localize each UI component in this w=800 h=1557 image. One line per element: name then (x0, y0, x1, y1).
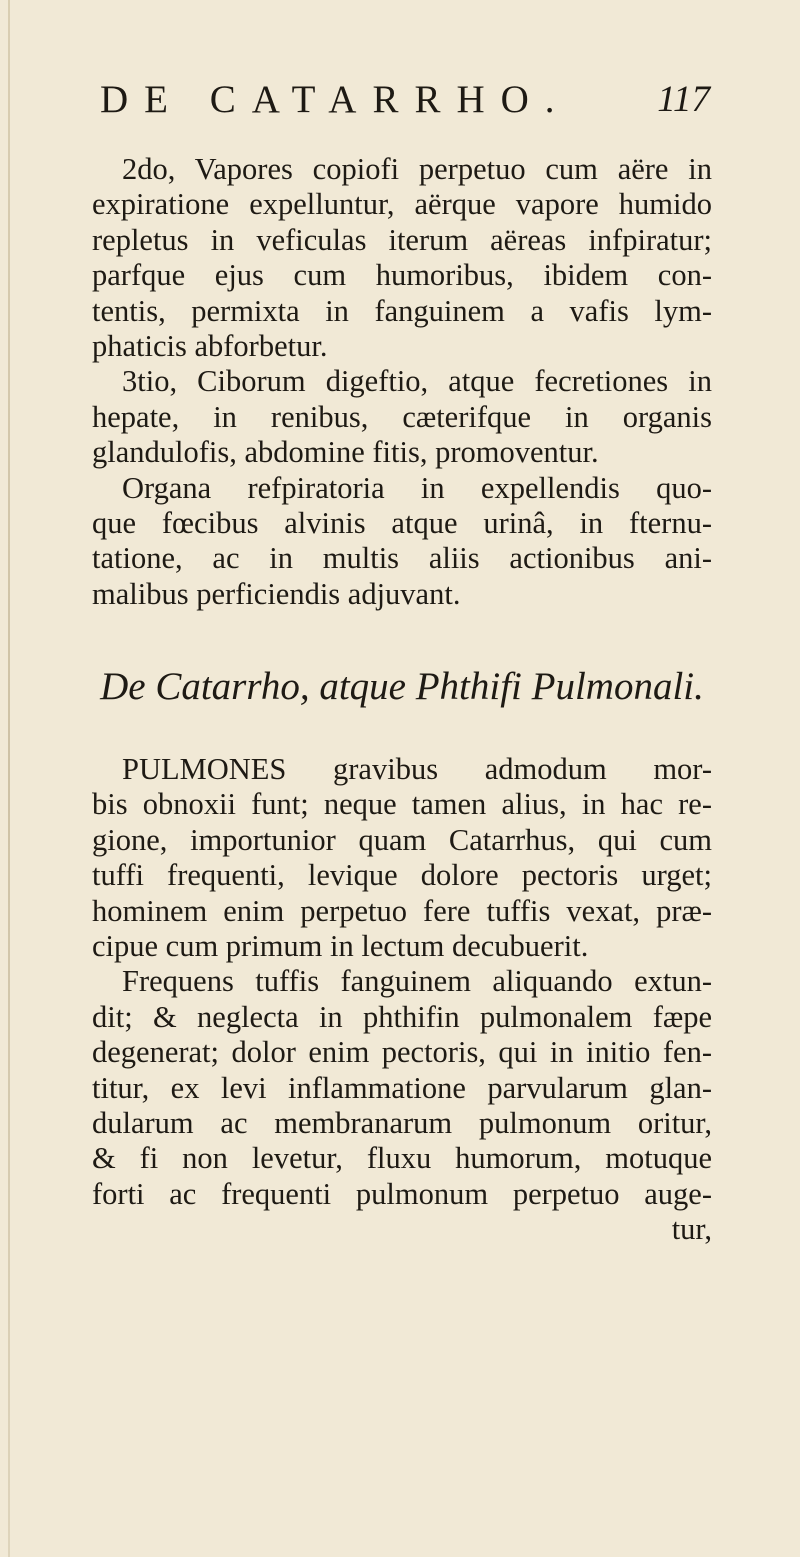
text-line: cipue cum primum in lectum decubuerit. (92, 928, 589, 963)
text-line: repletus in veficulas iterum aëreas infpiratur; (92, 222, 712, 257)
text-line: que fœcibus alvinis atque urinâ, in fternu- (92, 505, 712, 540)
text-line: titur, ex levi inflammatione parvularum glan- (92, 1070, 712, 1105)
running-head (100, 75, 710, 125)
text-line: Organa refpiratoria in expellendis quo- (122, 470, 712, 505)
text-line: dit; & neglecta in phthifin pulmonalem fæpe (92, 999, 712, 1034)
text-line: hepate, in renibus, cæterifque in organis (92, 399, 712, 434)
text-line: gione, importunior quam Catarrhus, qui cum (92, 822, 712, 857)
text-line: malibus perficiendis adjuvant. (92, 576, 461, 611)
text-line: dularum ac membranarum pulmonum oritur, (92, 1105, 712, 1140)
text-line: PULMONES gravibus admodum mor- (122, 752, 712, 786)
text-line: forti ac frequenti pulmonum perpetuo auge- (92, 1176, 712, 1211)
text-line: tentis, permixta in fanguinem a vafis lym- (92, 293, 712, 328)
text-line: degenerat; dolor enim pectoris, qui in initio fen- (92, 1035, 712, 1070)
text-line: glandulofis, abdomine fitis, promoventur. (92, 435, 599, 470)
text-line: tuffi frequenti, levique dolore pectoris urget; (92, 858, 712, 893)
binding-gutter (8, 0, 10, 1557)
catchword-line: tur, (671, 1212, 712, 1247)
running-title: DE CATARRHO. (100, 78, 571, 121)
text-block-bottom (92, 752, 712, 1247)
text-line: 2do, Vapores copiofi perpetuo cum aëre in (122, 152, 712, 186)
page-number: 117 (657, 79, 710, 120)
text-line: hominem enim perpetuo fere tuffis vexat, præ- (92, 893, 712, 928)
text-line: phaticis abforbetur. (92, 328, 328, 363)
section-heading: De Catarrho, atque Phthifi Pulmonali. (100, 665, 704, 708)
text-line: & fi non levetur, fluxu humorum, motuque (92, 1141, 712, 1176)
text-line: Frequens tuffis fanguinem aliquando extun- (122, 964, 712, 999)
text-line: tatione, ac in multis aliis actionibus ani- (92, 541, 712, 576)
text-line: bis obnoxii funt; neque tamen alius, in hac re- (92, 787, 712, 822)
text-line: expiratione expelluntur, aërque vapore humido (92, 187, 712, 222)
text-block-top (92, 152, 712, 612)
text-line: parfque ejus cum humoribus, ibidem con- (92, 258, 712, 293)
text-line: 3tio, Ciborum digeftio, atque fecretiones in (122, 364, 712, 399)
